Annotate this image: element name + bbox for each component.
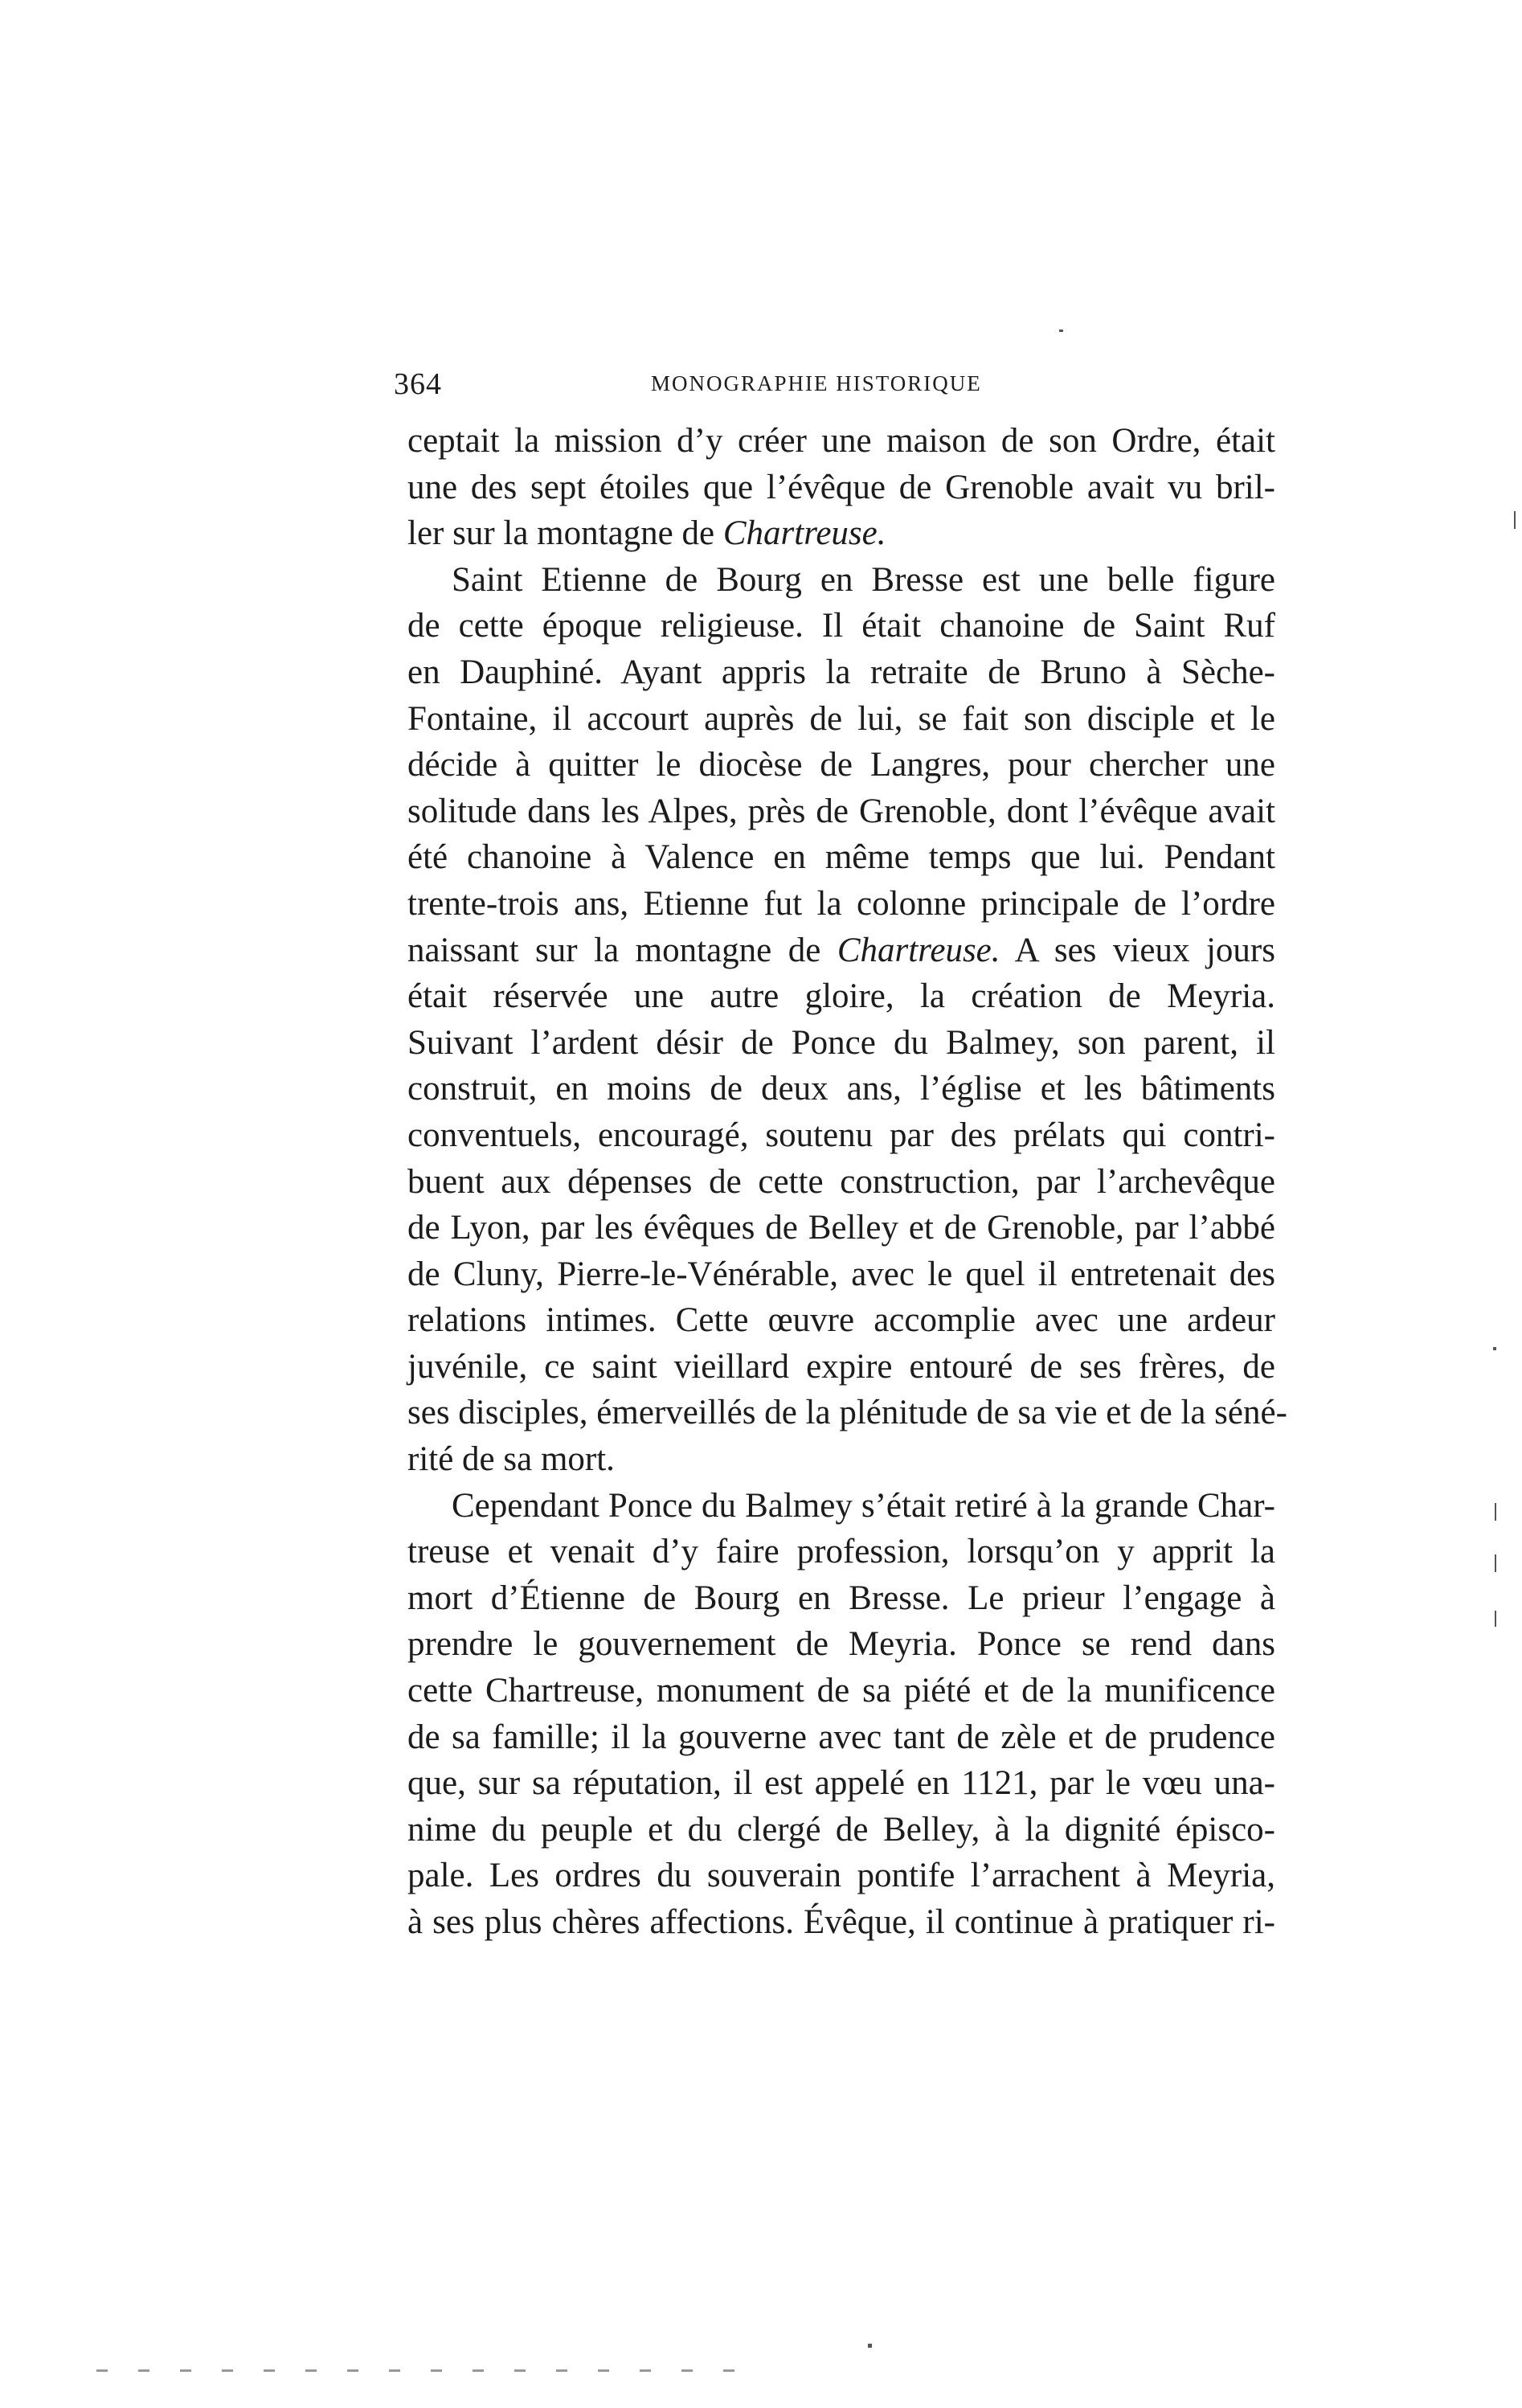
text-line (407, 928, 1275, 974)
bottom-scan-artifacts (96, 2363, 788, 2371)
page-number: 364 (394, 367, 442, 401)
text-line: été chanoine à Valence en même temps que lui. Pendant (407, 838, 1275, 877)
italic-text: Chartreuse. (722, 514, 886, 553)
text-line: à ses plus chères affections. Évêque, il continue à pratiquer ri- (407, 1903, 1275, 1941)
text-line: en Dauphiné. Ayant appris la retraite de Bruno à Sèche- (407, 653, 1275, 691)
text-line: buent aux dépenses de cette construction, par l’archevêque (407, 1162, 1275, 1201)
text-line: construit, en moins de deux ans, l’église et les bâtiments (407, 1070, 1275, 1108)
scan-speck (868, 2344, 872, 2348)
text-line: ses disciples, émerveillés de la plénitude de sa vie et de la séné- (407, 1394, 1287, 1432)
text-line: treuse et venait d’y faire profession, lorsqu’on y apprit la (407, 1533, 1275, 1571)
scan-speck (1493, 1347, 1496, 1350)
text-line: pale. Les ordres du souverain pontife l’arrachent à Meyria, (407, 1857, 1275, 1895)
text-line: juvénile, ce saint vieillard expire entouré de ses frères, de (407, 1347, 1275, 1386)
text-line: nime du peuple et du clergé de Belley, à la dignité épisco- (407, 1810, 1275, 1849)
text-line: de sa famille; il la gouverne avec tant de zèle et de prudence (407, 1718, 1275, 1756)
page-header (394, 367, 1278, 407)
scan-speck (1495, 1611, 1496, 1627)
text-line: cette Chartreuse, monument de sa piété et de la munificence (407, 1672, 1275, 1710)
scan-speck (1495, 1503, 1496, 1521)
text-segment: ler sur la montagne de (407, 514, 723, 553)
text-line: de Lyon, par les évêques de Belley et de Grenoble, par l’abbé (407, 1209, 1275, 1247)
text-line: Fontaine, il accourt auprès de lui, se fait son disciple et le (407, 699, 1275, 738)
text-line (407, 510, 1275, 557)
italic-text: Chartreuse. (837, 931, 1000, 969)
text-line: décide à quitter le diocèse de Langres, pour chercher une (407, 746, 1275, 784)
running-title: MONOGRAPHIE HISTORIQUE (651, 371, 982, 395)
text-line: de cette époque religieuse. Il était chanoine de Saint Ruf (407, 607, 1275, 645)
text-segment: naissant sur la montagne de (407, 931, 837, 969)
text-line: solitude dans les Alpes, près de Grenoble, dont l’évêque avait (407, 792, 1275, 830)
text-line: relations intimes. Cette œuvre accomplie avec une ardeur (407, 1301, 1275, 1340)
scan-speck (1495, 1554, 1496, 1572)
text-line: Suivant l’ardent désir de Ponce du Balmey, son parent, il (407, 1023, 1275, 1062)
text-line: que, sur sa réputation, il est appelé en 1121, par le vœu una- (407, 1764, 1275, 1803)
text-line: Saint Etienne de Bourg en Bresse est une belle figure (452, 560, 1275, 599)
scan-speck (1514, 511, 1516, 529)
text-line: Cependant Ponce du Balmey s’était retiré à la grande Char- (452, 1486, 1275, 1525)
text-line: rité de sa mort. (407, 1440, 615, 1479)
text-line: mort d’Étienne de Bourg en Bresse. Le prieur l’engage à (407, 1579, 1275, 1617)
text-line: prendre le gouvernement de Meyria. Ponce se rend dans (407, 1625, 1275, 1664)
body-text (407, 418, 1287, 1946)
text-segment: A ses vieux jours (1000, 931, 1275, 969)
text-line: de Cluny, Pierre-le-Vénérable, avec le quel il entretenait des (407, 1255, 1275, 1293)
text-line: trente-trois ans, Etienne fut la colonne principale de l’ordre (407, 884, 1275, 923)
scan-speck (1059, 330, 1063, 332)
text-line: ceptait la mission d’y créer une maison de son Ordre, était (407, 422, 1275, 460)
text-line: était réservée une autre gloire, la création de Meyria. (407, 977, 1275, 1016)
text-line: conventuels, encouragé, soutenu par des prélats qui contri- (407, 1116, 1275, 1154)
text-line: une des sept étoiles que l’évêque de Grenoble avait vu bril- (407, 468, 1275, 506)
